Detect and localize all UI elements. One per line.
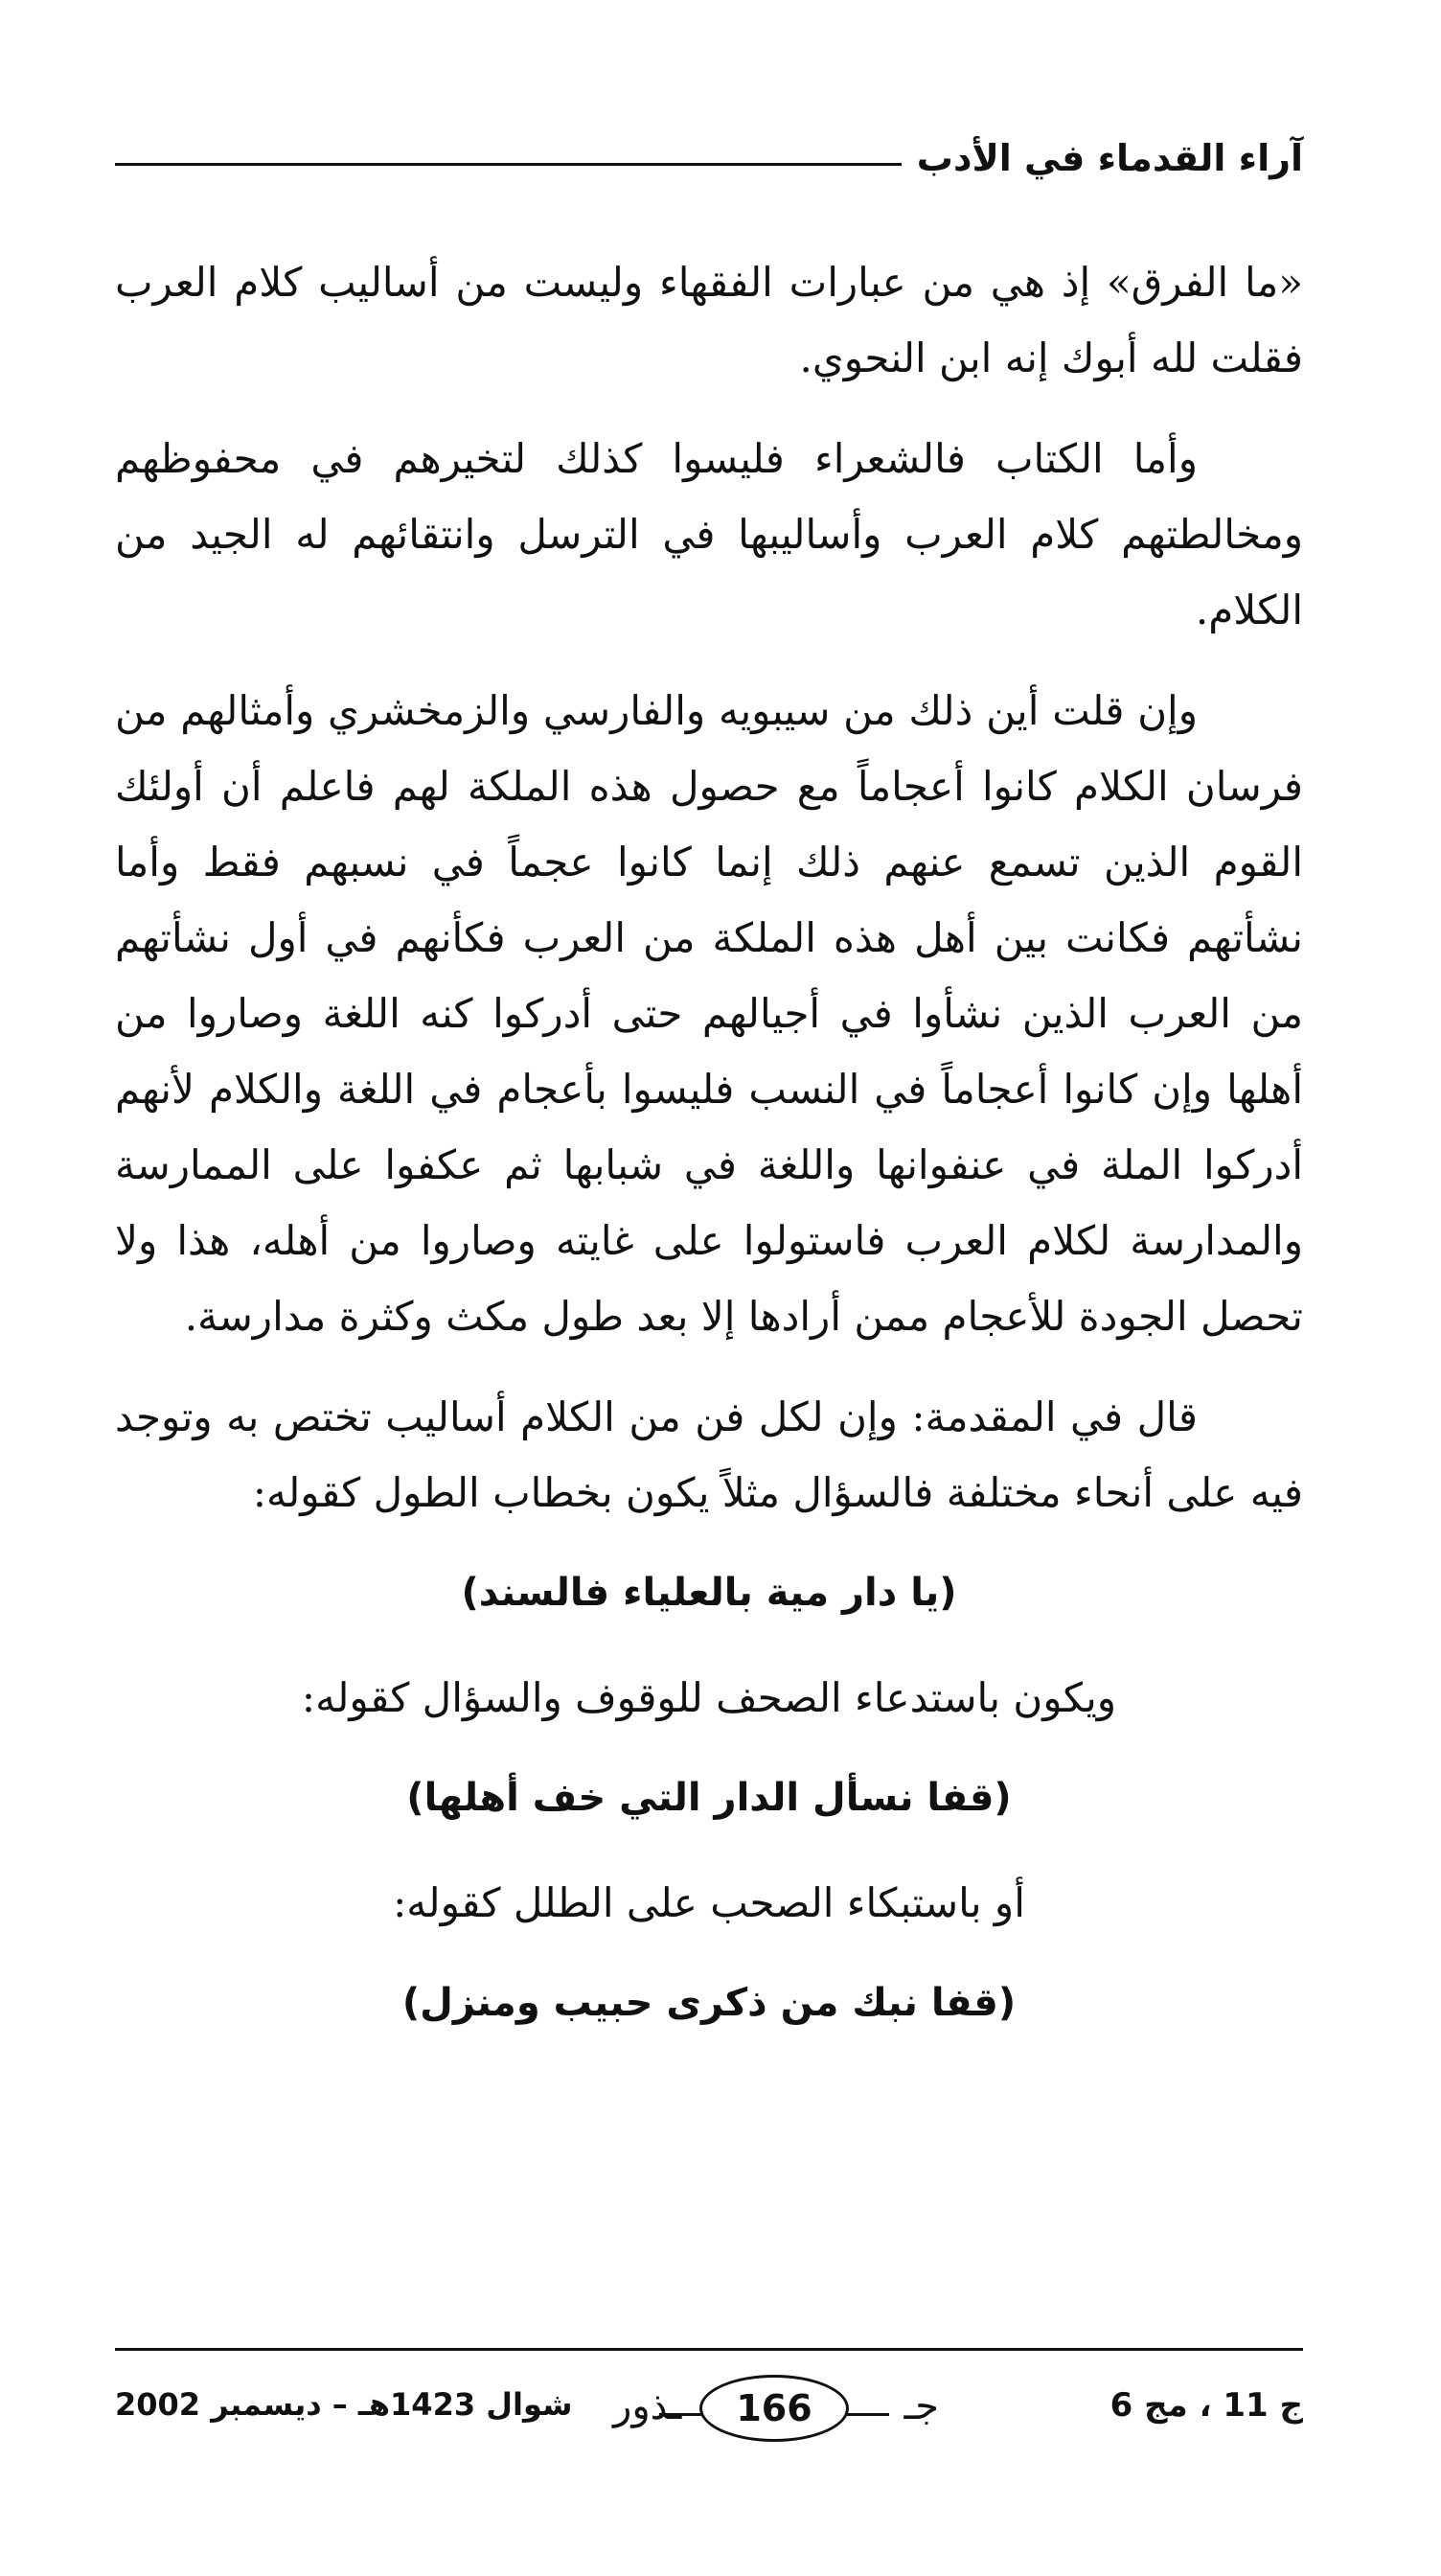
logo-text-right: جـ xyxy=(903,2384,939,2428)
page-number: 166 xyxy=(699,2375,849,2442)
logo-text-left: ـذور xyxy=(613,2384,682,2428)
paragraph: «ما الفرق» إذ هي من عبارات الفقهاء وليست من أساليب كلام العرب فقلت لله أبوك إنه ابن النحوي. xyxy=(115,259,1303,381)
page-footer xyxy=(115,2367,1303,2453)
issue-volume: ج 11 ، مج 6 xyxy=(1109,2386,1303,2425)
paragraph: ويكون باستدعاء الصحف للوقوف والسؤال كقوله: xyxy=(301,1674,1117,1721)
paragraph: وأما الكتاب فالشعراء فليسوا كذلك لتخيرهم في محفوظهم ومخالطتهم كلام العرب وأساليبها في الترسل وانتقائهم له الجيد من الكلام. xyxy=(115,435,1303,633)
verse-quote: (يا دار مية بالعلياء فالسند) xyxy=(461,1571,957,1615)
running-header xyxy=(115,125,1303,192)
journal-logo xyxy=(613,2367,939,2453)
verse-quote: (قفا نبك من ذكرى حبيب ومنزل) xyxy=(401,1981,1017,2025)
header-title: آراء القدماء في الأدب xyxy=(902,125,1303,192)
footer-rule xyxy=(115,2348,1303,2351)
article-body xyxy=(115,244,1303,2070)
paragraph: قال في المقدمة: وإن لكل فن من الكلام أساليب تختص به وتوجد فيه على أنحاء مختلفة فالسؤال مثلاً يكون بخطاب الطول كقوله: xyxy=(115,1393,1303,1516)
verse-quote: (قفا نسأل الدار التي خف أهلها) xyxy=(406,1776,1012,1820)
publication-date: شوال 1423هـ – ديسمبر 2002 xyxy=(115,2386,573,2423)
paragraph: أو باستبكاء الصحب على الطلل كقوله: xyxy=(393,1879,1025,1926)
logo-connector-right xyxy=(843,2413,889,2416)
paragraph: وإن قلت أين ذلك من سيبويه والفارسي والزمخشري وأمثالهم من فرسان الكلام كانوا أعجاماً مع حصول هذه الملكة لهم فاعلم أن أولئك القوم الذين تسمع عنهم ذلك إنما كانوا عجماً في نسبهم فقط وأما نشأتهم فكانت بين أهل هذه الملكة من العرب فكأنهم في أول نشأتهم من العرب الذين نشأوا في أجيالهم حتى أدركوا كنه اللغة وصاروا من أهلها وإن كانوا أعجاماً في النسب فليسوا بأعجام في اللغة والكلام لأنهم أدركوا الملة في عنفوانها واللغة في شبابها ثم عكفوا على الممارسة والمدارسة لكلام العرب فاستولوا على غايته وصاروا من أهله، هذا ولا تحصل الجودة للأعجام ممن أرادها إلا بعد طول مكث وكثرة مدارسة. xyxy=(115,687,1303,1340)
